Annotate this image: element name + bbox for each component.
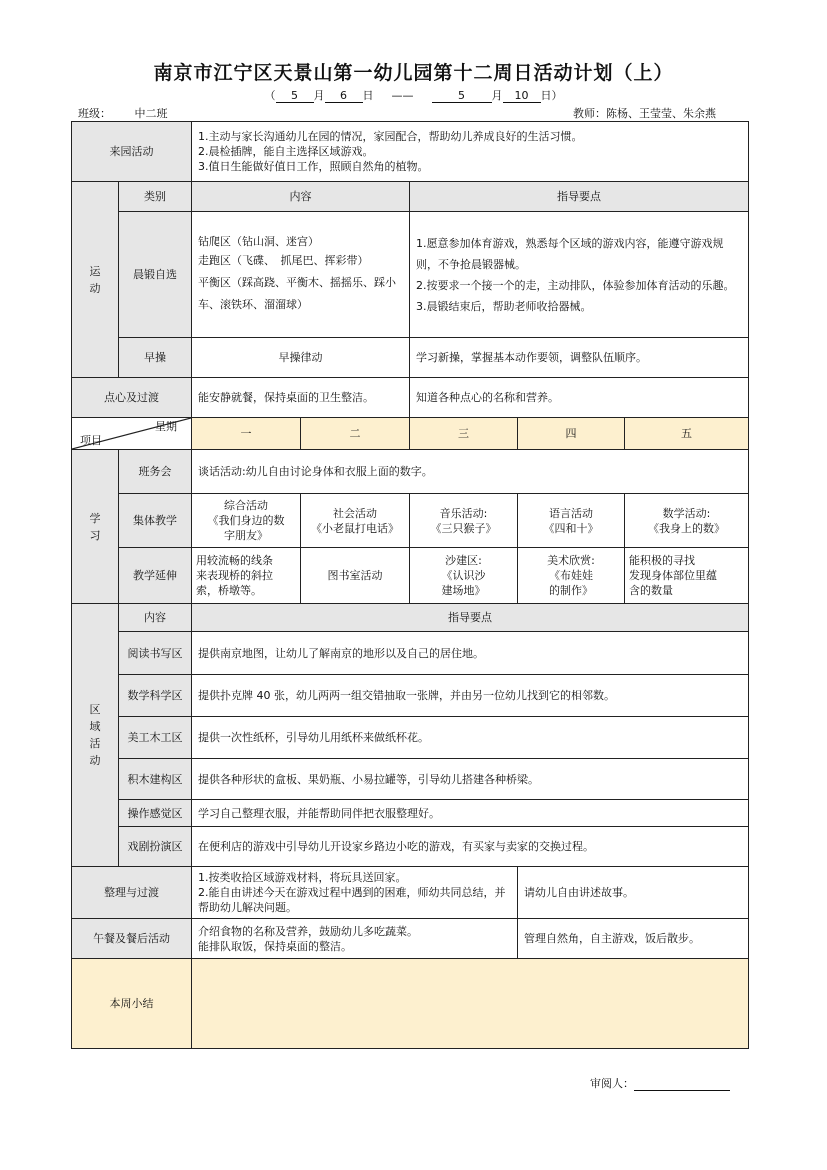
- teacher-names: 陈杨、王莹莹、朱余燕: [606, 107, 716, 120]
- area-guide-reading: 提供南京地图，让幼儿了解南京的地形以及自己的居住地。: [192, 632, 749, 675]
- morning-drill-label: 早操: [119, 338, 192, 378]
- end-day: 10: [503, 89, 541, 103]
- arrival-row: [72, 122, 749, 182]
- area-header-row: [72, 604, 749, 632]
- snack-content: 能安静就餐，保持桌面的卫生整洁。: [192, 378, 410, 418]
- extension-wednesday: 沙建区: 《认识沙 建场地》: [410, 548, 518, 604]
- morning-exercise-guide: 1.愿意参加体育游戏，熟悉每个区域的游戏内容，能遵守游戏规则，不争抢晨锻器械。 2.按要求一个接一个的走，主动排队，体验参加体育活动的乐趣。 3.晨锻结束后，帮助老师收拾器械。: [410, 212, 749, 338]
- summary-content: [192, 959, 749, 1049]
- teacher-info: 教师：陈杨、王莹莹、朱余燕: [573, 107, 716, 120]
- area-guide-sensory: 学习自己整理衣服，并能帮助同伴把衣服整理好。: [192, 800, 749, 827]
- area-label-reading: 阅读书写区: [119, 632, 192, 675]
- group-teaching-row: [72, 494, 749, 548]
- class-meeting-row: [72, 450, 749, 494]
- day-thursday: 四: [518, 418, 625, 450]
- lunch-content: 介绍食物的名称及营养，鼓励幼儿多吃蔬菜。 能排队取饭，保持桌面的整洁。: [192, 919, 518, 959]
- group-teaching-wednesday: 音乐活动: 《三只猴子》: [410, 494, 518, 548]
- tidy-guide: 请幼儿自由讲述故事。: [518, 867, 749, 919]
- day-tuesday: 二: [301, 418, 410, 450]
- group-teaching-label: 集体教学: [119, 494, 192, 548]
- area-row-math: [72, 675, 749, 717]
- area-guide-drama: 在便利店的游戏中引导幼儿开设家乡路边小吃的游戏，有买家与卖家的交换过程。: [192, 827, 749, 867]
- summary-row: [72, 959, 749, 1049]
- area-guide-header: 指导要点: [192, 604, 749, 632]
- activity-plan-table: [71, 121, 749, 1049]
- extension-tuesday: 图书室活动: [301, 548, 410, 604]
- area-row-drama: [72, 827, 749, 867]
- extension-monday: 用较流畅的线条 来表现桥的斜拉 索，桥墩等。: [192, 548, 301, 604]
- class-info: 班级： 中二班: [78, 105, 191, 122]
- area-label-sensory: 操作感觉区: [119, 800, 192, 827]
- morning-drill-content: 早操律动: [192, 338, 410, 378]
- group-teaching-monday: 综合活动 《我们身边的数 字朋友》: [192, 494, 301, 548]
- morning-drill-row: [72, 338, 749, 378]
- arrival-content: 1.主动与家长沟通幼儿在园的情况，家园配合，帮助幼儿养成良好的生活习惯。 2.晨检插牌，能自主选择区域游戏。 3.值日生能做好值日工作，照顾自然角的植物。: [192, 122, 749, 182]
- day-monday: 一: [192, 418, 301, 450]
- morning-exercise-row: [72, 212, 749, 338]
- morning-drill-guide: 学习新操，掌握基本动作要领，调整队伍顺序。: [410, 338, 749, 378]
- area-row-blocks: [72, 759, 749, 800]
- end-month: 5: [432, 89, 492, 103]
- tidy-content: 1.按类收拾区域游戏材料，将玩具送回家。 2.能自由讲述今天在游戏过程中遇到的困难，师幼共同总结，并帮助幼儿解决问题。: [192, 867, 518, 919]
- teaching-extension-label: 教学延伸: [119, 548, 192, 604]
- morning-exercise-label: 晨锻自选: [119, 212, 192, 338]
- area-guide-math: 提供扑克牌 40 张，幼儿两两一组交错抽取一张牌，并由另一位幼儿找到它的相邻数。: [192, 675, 749, 717]
- class-meeting-content: 谈话活动:幼儿自由讨论身体和衣服上面的数字。: [192, 450, 749, 494]
- area-section-label: 区 域 活 动: [72, 604, 119, 867]
- snack-label: 点心及过渡: [72, 378, 192, 418]
- week-header-row: [72, 418, 749, 450]
- area-row-art: [72, 717, 749, 759]
- teaching-extension-row: [72, 548, 749, 604]
- area-row-reading: [72, 632, 749, 675]
- area-guide-art: 提供一次性纸杯，引导幼儿用纸杯来做纸杯花。: [192, 717, 749, 759]
- lunch-guide: 管理自然角，自主游戏，饭后散步。: [518, 919, 749, 959]
- group-teaching-tuesday: 社会活动 《小老鼠打电话》: [301, 494, 410, 548]
- snack-guide: 知道各种点心的名称和营养。: [410, 378, 749, 418]
- morning-exercise-content: 钻爬区（钻山洞、迷宫） 走跑区（飞碟、 抓尾巴、挥彩带） 平衡区（踩高跷、平衡木、摇摇乐、踩小车、滚铁环、溜溜球）: [192, 212, 410, 338]
- summary-label: 本周小结: [72, 959, 192, 1049]
- week-header-corner: 星期 项目: [72, 418, 192, 450]
- date-range: （ 5 月 6 日 —— 5 月 10 日）: [264, 89, 563, 102]
- tidy-row: [72, 867, 749, 919]
- start-month: 5: [276, 89, 314, 103]
- reviewer-signature: 审阅人：: [590, 1075, 730, 1091]
- arrival-label: 来园活动: [72, 122, 192, 182]
- group-teaching-thursday: 语言活动 《四和十》: [518, 494, 625, 548]
- lunch-row: [72, 919, 749, 959]
- class-meeting-label: 班务会: [119, 450, 192, 494]
- area-label-drama: 戏剧扮演区: [119, 827, 192, 867]
- extension-friday: 能积极的寻找 发现身体部位里蕴 含的数量: [625, 548, 749, 604]
- day-wednesday: 三: [410, 418, 518, 450]
- area-label-art: 美工木工区: [119, 717, 192, 759]
- tidy-label: 整理与过渡: [72, 867, 192, 919]
- sport-content-header: 内容: [192, 182, 410, 212]
- area-content-header: 内容: [119, 604, 192, 632]
- sport-header-row: [72, 182, 749, 212]
- extension-thursday: 美术欣赏: 《布娃娃 的制作》: [518, 548, 625, 604]
- sport-section-label: 运 动: [72, 182, 119, 378]
- area-row-sensory: [72, 800, 749, 827]
- day-friday: 五: [625, 418, 749, 450]
- start-day: 6: [325, 89, 363, 103]
- sport-type-header: 类别: [119, 182, 192, 212]
- page-title: 南京市江宁区天景山第一幼儿园第十二周日活动计划（上）: [153, 62, 674, 84]
- lunch-label: 午餐及餐后活动: [72, 919, 192, 959]
- class-name: 中二班: [111, 105, 191, 122]
- sport-guide-header: 指导要点: [410, 182, 749, 212]
- learning-section-label: 学 习: [72, 450, 119, 604]
- area-guide-blocks: 提供各种形状的盒板、果奶瓶、小易拉罐等，引导幼儿搭建各种桥梁。: [192, 759, 749, 800]
- area-label-blocks: 积木建构区: [119, 759, 192, 800]
- reviewer-line: [634, 1078, 730, 1091]
- group-teaching-friday: 数学活动: 《我身上的数》: [625, 494, 749, 548]
- snack-row: [72, 378, 749, 418]
- area-label-math: 数学科学区: [119, 675, 192, 717]
